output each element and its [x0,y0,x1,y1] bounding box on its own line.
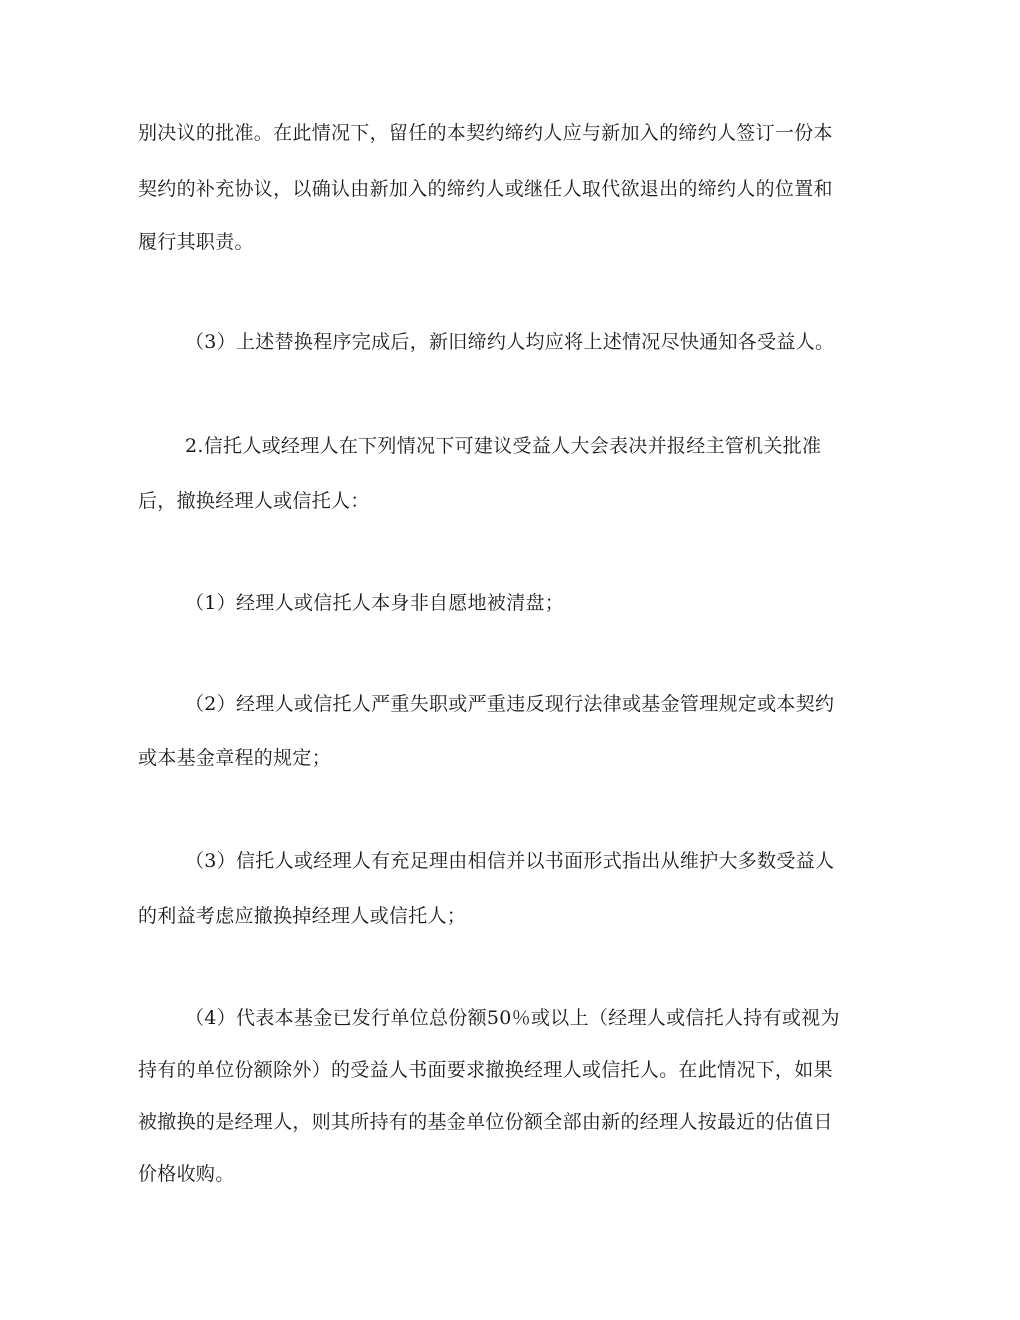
text-line: 的利益考虑应撤换掉经理人或信托人； [138,905,467,927]
text-line: 被撤换的是经理人，则其所持有的基金单位份额全部由新的经理人按最近的估值日 [138,1111,833,1133]
text-line: （3）上述替换程序完成后，新旧缔约人均应将上述情况尽快通知各受益人。 [185,331,835,353]
text-line: 履行其职责。 [138,231,254,253]
text-line: （3）信托人或经理人有充足理由相信并以书面形式指出从维护大多数受益人 [185,850,835,872]
text-line: 契约的补充协议，以确认由新加入的缔约人或继任人取代欲退出的缔约人的位置和 [138,178,833,200]
text-line: 或本基金章程的规定； [138,747,332,769]
text-line: 后，撤换经理人或信托人： [138,490,370,512]
text-line: 持有的单位份额除外）的受益人书面要求撤换经理人或信托人。在此情况下，如果 [138,1059,833,1081]
text-line: 价格收购。 [138,1163,235,1185]
text-line: （2）经理人或信托人严重失职或严重违反现行法律或基金管理规定或本契约 [185,693,835,715]
text-line: 别决议的批准。在此情况下，留任的本契约缔约人应与新加入的缔约人签订一份本 [138,122,833,144]
text-line: （1）经理人或信托人本身非自愿地被清盘； [185,592,565,614]
text-line: （4）代表本基金已发行单位总份额50％或以上（经理人或信托人持有或视为 [185,1007,840,1029]
text-line: 2.信托人或经理人在下列情况下可建议受益人大会表决并报经主管机关批准 [185,435,822,457]
